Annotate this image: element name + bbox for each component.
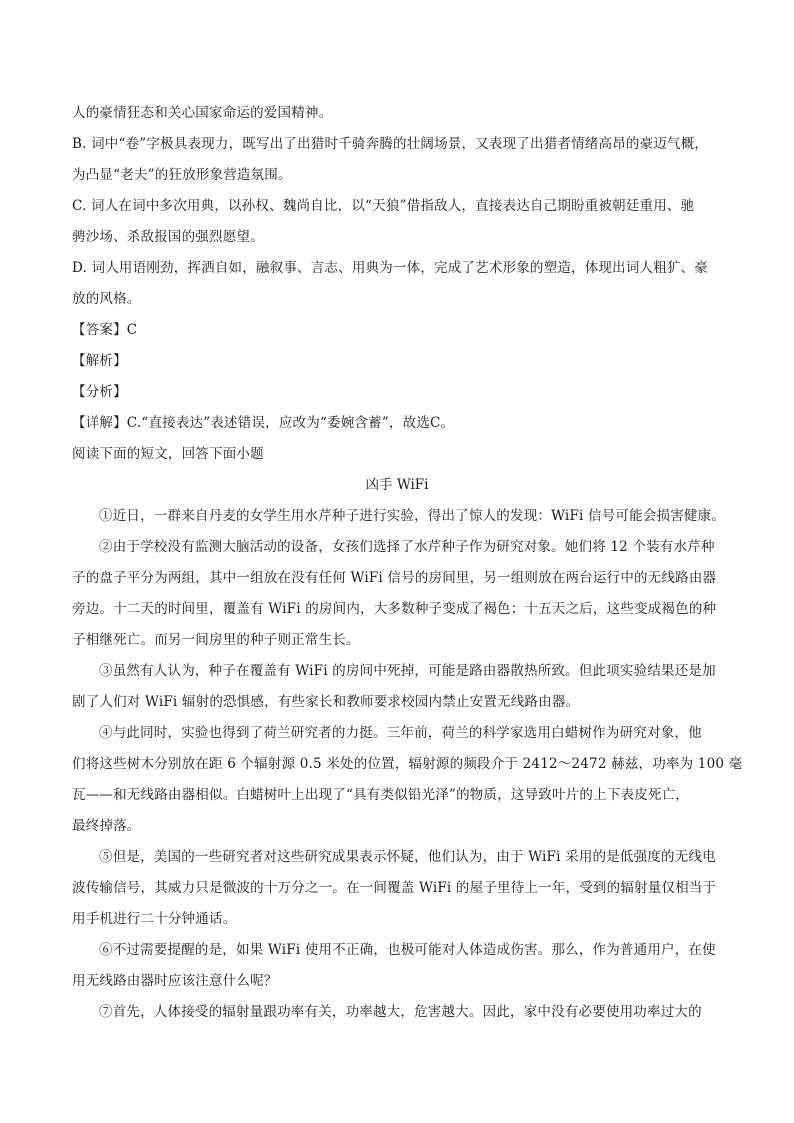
paragraph-line: ⑦首先，人体接受的辐射量跟功率有关，功率越大，危害越大。因此，家中没有必要使用功率过大的 (99, 1004, 702, 1020)
paragraph-line: 用手机进行二十分钟通话。 (72, 911, 237, 927)
document-page (72, 98, 743, 1028)
paragraph-line: ⑤但是，美国的一些研究者对这些研究成果表示怀疑，他们认为，由于 WiFi 采用的是低强度的无线电 (99, 849, 716, 865)
paragraph-line: 旁边。十二天的时间里，覆盖有 WiFi 的房间内，大多数种子变成了褐色；十五天之后，这些变成褐色的种 (72, 601, 717, 617)
answer-label: 【答案】C (72, 322, 138, 338)
analysis-label: 【解析】 (72, 353, 127, 369)
option-b-line: B. 词中“卷”字极具表现力，既写出了出猎时千骑奔腾的壮阔场景，又表现了出猎者情绪高昂的豪迈气概， (72, 136, 709, 152)
paragraph-line: ①近日，一群来自丹麦的女学生用水芹种子进行实验，得出了惊人的发现：WiFi 信号可能会损害健康。 (99, 508, 726, 524)
paragraph-line: 子相继死亡。而另一间房里的种子则正常生长。 (72, 632, 360, 648)
article-title: 凶手 WiFi (365, 477, 429, 493)
paragraph-line: 用无线路由器时应该注意什么呢？ (72, 973, 278, 989)
option-d-line: D. 词人用语刚劲，挥洒自如，融叙事、言志、用典为一体，完成了艺术形象的塑造，体现出词人粗犷、豪 (72, 260, 709, 276)
paragraph-line: 瓦——和无线路由器相似。白蜡树叶上出现了“具有类似铅光泽”的物质，这导致叶片的上下表皮死亡， (72, 787, 690, 803)
text-line: 人的豪情狂态和关心国家命运的爱国精神。 (72, 105, 333, 121)
detail-line: 【详解】C.“直接表达”表述错误，应改为“委婉含蓄”，故选C。 (72, 415, 455, 431)
paragraph-line: ⑥不过需要提醒的是，如果 WiFi 使用不正确，也极可能对人体造成伤害。那么，作为普通用户，在使 (99, 942, 716, 958)
paragraph-line: 波传输信号，其威力只是微波的十万分之一。在一间覆盖 WiFi 的屋子里待上一年，受到的辐射量仅相当于 (72, 880, 717, 896)
paragraph-line: 子的盘子平分为两组，其中一组放在没有任何 WiFi 信号的房间里，另一组则放在两台运行中的无线路由器 (72, 570, 717, 586)
paragraph-line: 剧了人们对 WiFi 辐射的恐惧感，有些家长和教师要求校园内禁止安置无线路由器。 (72, 694, 580, 710)
option-c-line: C. 词人在词中多次用典，以孙权、魏尚自比，以“天狼”借指敌人，直接表达自己期盼重被朝廷重用、驰 (72, 198, 695, 214)
paragraph-line: ③虽然有人认为，种子在覆盖有 WiFi 的房间中死掉，可能是路由器散热所致。但此项实验结果还是加 (99, 663, 716, 679)
paragraph-line: ②由于学校没有监测大脑活动的设备，女孩们选择了水芹种子作为研究对象。她们将 12 个装有水芹种 (99, 539, 715, 555)
paragraph-line: 们将这些树木分别放在距 6 个辐射源 0.5 米处的位置，辐射源的频段介于 2412～2472 赫兹，功率为 100 毫 (72, 756, 743, 772)
text-line: 骋沙场、杀敌报国的强烈愿望。 (72, 229, 264, 245)
text-line: 为凸显“老夫”的狂放形象营造氛围。 (72, 167, 292, 183)
paragraph-line: ④与此同时，实验也得到了荷兰研究者的力挺。三年前，荷兰的科学家选用白蜡树作为研究对象，他 (99, 725, 702, 741)
breakdown-label: 【分析】 (72, 384, 127, 400)
text-line: 放的风格。 (72, 291, 141, 307)
paragraph-line: 最终掉落。 (72, 818, 141, 834)
reading-instruction: 阅读下面的短文，回答下面小题 (72, 446, 264, 462)
